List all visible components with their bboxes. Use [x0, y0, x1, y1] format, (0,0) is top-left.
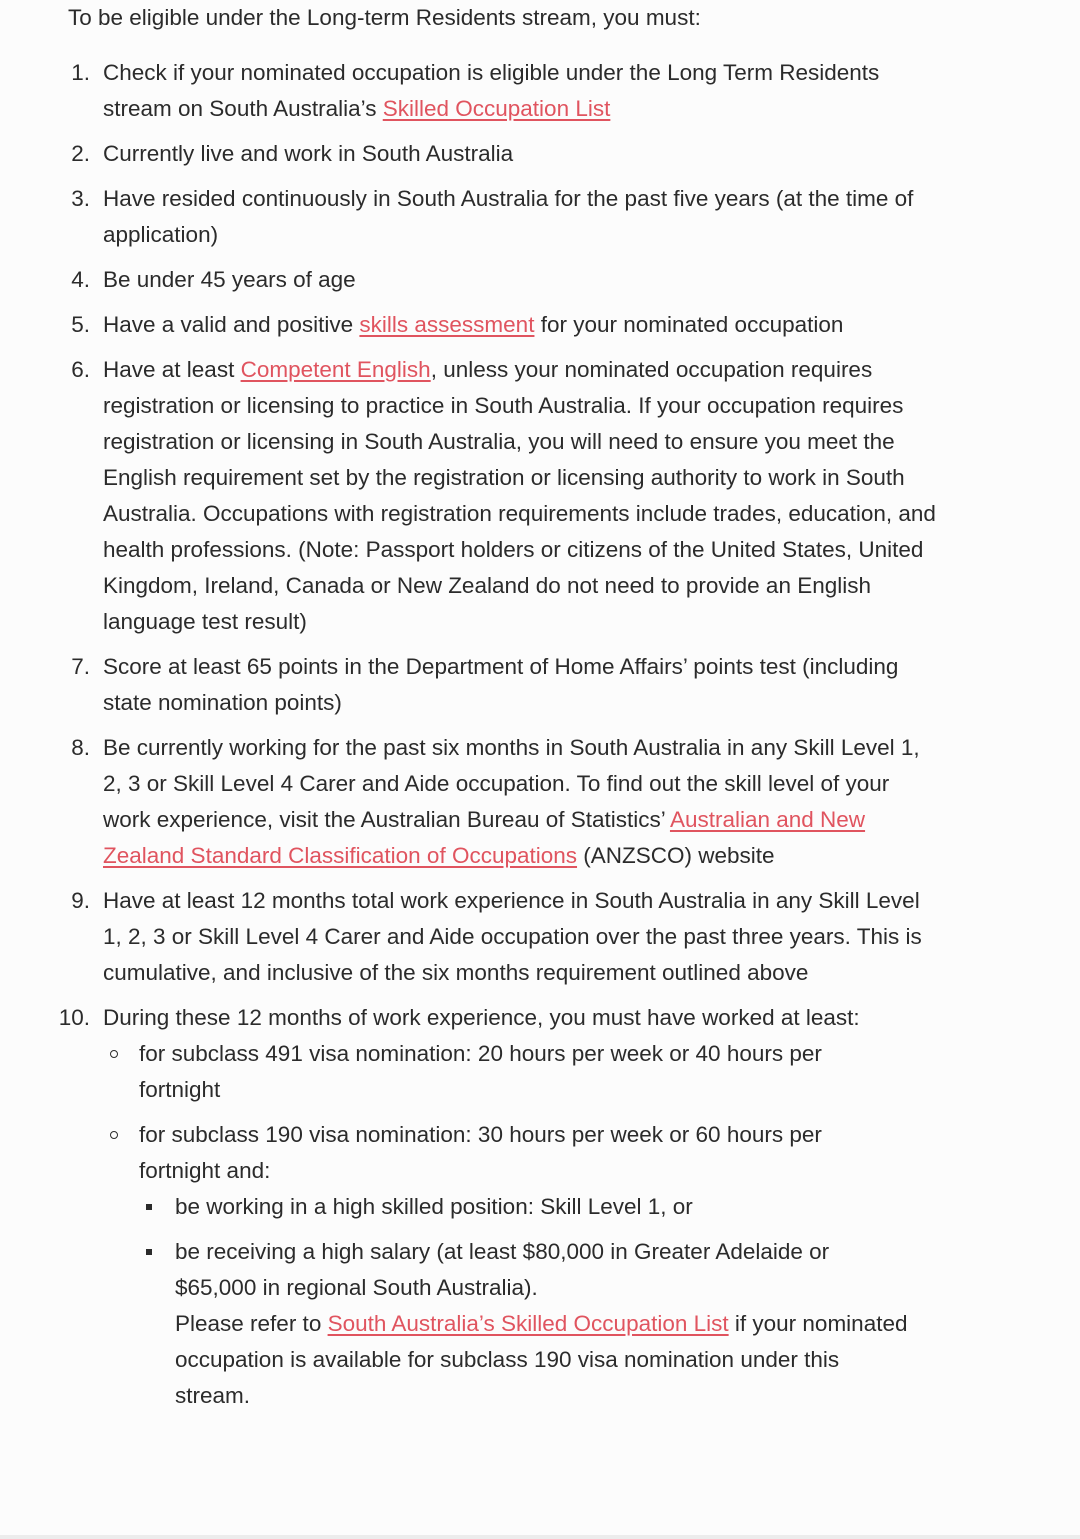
list-number: 1. [71, 60, 90, 85]
sub-list-item [103, 1117, 908, 1414]
list-item [0, 181, 943, 253]
square-bullet-icon [146, 1249, 152, 1255]
competent-english-link[interactable]: Competent English [240, 357, 431, 382]
nested-list-item [139, 1234, 915, 1414]
intro-text: To be eligible under the Long-term Residents stream, you must: [68, 5, 701, 30]
nested-item-text: if your nominated occupation is available for subclass 190 visa nomination under this stream. [175, 1311, 908, 1408]
list-number: 2. [71, 141, 90, 166]
item-text: (ANZSCO) website [577, 843, 775, 868]
nested-item-text: be working in a high skilled position: Skill Level 1, or [175, 1194, 693, 1219]
list-number: 5. [71, 312, 90, 337]
list-item [0, 352, 943, 640]
list-item [0, 262, 943, 298]
anzsco-link[interactable]: Australian and New Zealand Standard Classification of Occupations [103, 807, 866, 868]
item-text: Be currently working for the past six months in South Australia in any Skill Level 1, 2, 3 or Skill Level 4 Carer and Aide occupation. To find out the skill level of your work experience, visit the Australian Bureau of Statistics’ [103, 735, 920, 832]
list-item [0, 55, 943, 127]
list-item [0, 1000, 943, 1414]
skilled-occupation-list-link[interactable]: Skilled Occupation List [382, 96, 611, 121]
nested-sub-list [139, 1189, 908, 1414]
list-number: 10. [58, 1005, 90, 1030]
skills-assessment-link[interactable]: skills assessment [359, 312, 535, 337]
list-number: 7. [71, 654, 90, 679]
nested-item-text: be receiving a high salary (at least $80,000 in Greater Adelaide or $65,000 in regional South Australia). [175, 1239, 830, 1300]
item-text: , unless your nominated occupation requires registration or licensing to practice in South Australia. If your occupation requires registration or licensing in South Australia, you will need to ensure you meet the English requirement set by the registration or licensing authority to work in South Australia. Occupations with registration requirements include trades, education, and health professions. (Note: Passport holders or citizens of the United States, United Kingdom, Ireland, Canada or New Zealand do not need to provide an English language test result) [103, 357, 936, 634]
list-number: 3. [71, 186, 90, 211]
nested-item-text: Please refer to [175, 1311, 328, 1336]
list-number: 4. [71, 267, 90, 292]
item-text: Score at least 65 points in the Department of Home Affairs’ points test (including state nomination points) [103, 654, 899, 715]
item-text: During these 12 months of work experience, you must have worked at least: [103, 1005, 860, 1030]
item-text: Have a valid and positive [103, 312, 360, 337]
sub-list [103, 1036, 943, 1414]
list-item [0, 307, 943, 343]
item-text: Currently live and work in South Australia [103, 141, 514, 166]
item-text: Have at least 12 months total work experience in South Australia in any Skill Level 1, 2, 3 or Skill Level 4 Carer and Aide occupation over the past three years. This is cumulative, and inclusive of the six months requirement outlined above [103, 888, 922, 985]
eligibility-list [0, 55, 1080, 1423]
list-item [0, 649, 943, 721]
list-item [0, 730, 943, 874]
sub-list-item [103, 1036, 899, 1108]
item-text: Have resided continuously in South Australia for the past five years (at the time of application) [103, 186, 914, 247]
list-item [0, 883, 943, 991]
item-text: Check if your nominated occupation is eligible under the Long Term Residents stream on South Australia’s [103, 60, 880, 121]
item-text: for your nominated occupation [534, 312, 844, 337]
sub-item-text: for subclass 190 visa nomination: 30 hours per week or 60 hours per fortnight and: [139, 1122, 822, 1183]
list-number: 9. [71, 888, 90, 913]
sub-item-text: for subclass 491 visa nomination: 20 hours per week or 40 hours per fortnight [139, 1041, 822, 1102]
list-number: 8. [71, 735, 90, 760]
list-number: 6. [71, 357, 90, 382]
square-bullet-icon [146, 1204, 152, 1210]
list-item [0, 136, 943, 172]
bottom-divider [0, 1535, 1080, 1539]
item-text: Have at least [103, 357, 241, 382]
item-text: Be under 45 years of age [103, 267, 356, 292]
circle-bullet-icon [110, 1050, 118, 1058]
circle-bullet-icon [110, 1131, 118, 1139]
skilled-occupation-list-link-2[interactable]: South Australia’s Skilled Occupation List [327, 1311, 729, 1336]
nested-list-item [139, 1189, 915, 1225]
